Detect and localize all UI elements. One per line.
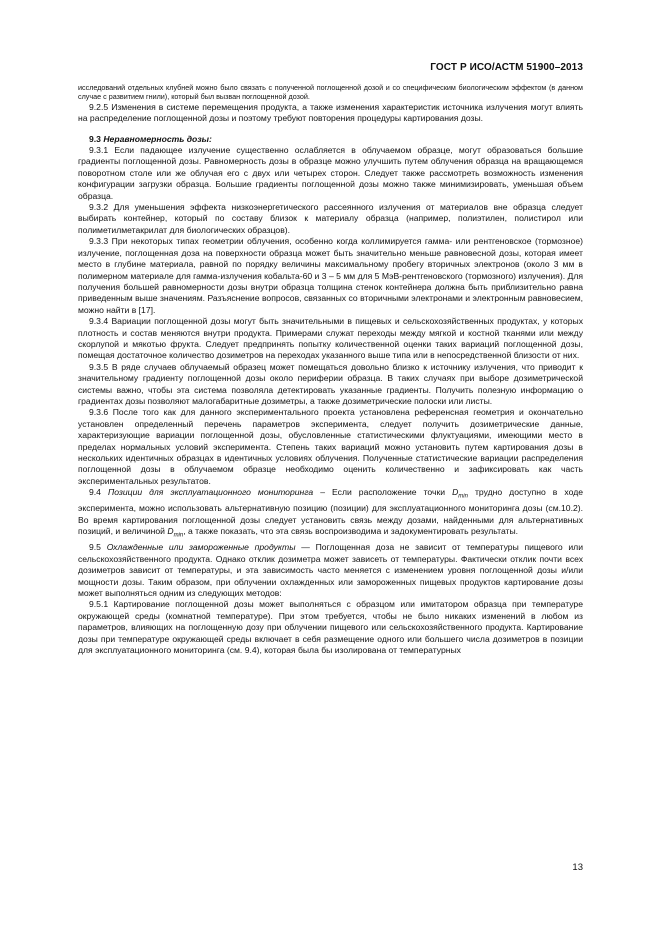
- section-heading-9-3: [78, 134, 583, 145]
- paragraph-9-4-text-b: трудно доступно в ходе эксперимента, можно использовать альтернативную позицию (позиции) для эксплуатационного мониторинга дозы (см.10.2). Во время картирования поглощенной дозы следует установить связь между дозами, найденными для альтернативных позиций, и величиной: [78, 487, 583, 537]
- paragraph-9-3-3: 9.3.3 При некоторых типах геометрии облучения, особенно когда коллимируется гамма- или рентгеновское (тормозное) излучение, поглощенная доза на поверхности образца может быть значительно меньше равновесной дозы, которая имеет место в глубине материала, равной по порядку величины максимальному пробегу вторичных электронов (около 3 мм в полимерном материале для гамма-излучения кобальта-60 и 3 – 5 мм для 5 МэВ-рентгеновского (тормозного) излучения). Для получения большей равномерности дозы внутри образца толщина стенок контейнера должна быть приблизительно равна приведенным выше значениям. Разъяснение вопросов, связанных со вторичными электронами и электронным равновесием, можно найти в [17].: [78, 236, 583, 315]
- paragraph-9-4-title: Позиции для эксплуатационного мониторинга: [107, 487, 314, 498]
- paragraph-9-4-number: 9.4: [89, 487, 101, 498]
- paragraph-9-5: [78, 542, 583, 599]
- paragraph-9-5-text: — Поглощенная доза не зависит от температуры пищевого или сельскохозяйственного продукта. Однако отклик дозиметра может зависеть от температуры. Фактически отклик почти всех дозиметров зависит от температуры, и эта зависимость часто меняется с изменением уровня поглощенной дозы и/или мощности дозы. Таким образом, при облучении охлажденных или замороженных пищевых продуктов картирование дозы может выполняться одним из следующих методов:: [78, 542, 583, 598]
- paragraph-9-3-2: 9.3.2 Для уменьшения эффекта низкоэнергетического рассеянного излучения от материалов вне образца следует выбирать контейнер, который по составу близок к материалу образца (например, полиэтилен, полистирол или полиметилметакрилат для биологических образцов).: [78, 202, 583, 235]
- paragraph-9-5-number: 9.5: [89, 542, 101, 553]
- document-header: ГОСТ Р ИСО/АСТМ 51900–2013: [430, 62, 583, 73]
- paragraph-9-4-text-a: – Если расположение точки: [313, 487, 453, 498]
- section-title: Неравномерность дозы:: [103, 133, 212, 144]
- paragraph-9-5-title: Охлажденные или замороженные продукты: [106, 542, 296, 553]
- document-body: [78, 83, 583, 656]
- paragraph-9-4: [78, 487, 583, 542]
- paragraph-9-3-4: 9.3.4 Вариации поглощенной дозы могут быть значительными в пищевых и сельскохозяйственных продуктах, у которых плотность и состав меняются внутри продукта. Примерами служат переходы между мягкой и костной тканями или между скорлупой и мякотью фрукта. Следует предпринять попытку количественной оценки таких вариаций поглощенной дозы, помещая достаточное количество дозиметров на переходах указанного выше типа или в непосредственной близости от них.: [78, 316, 583, 361]
- paragraph-9-3-5: 9.3.5 В ряде случаев облучаемый образец может помещаться довольно близко к источнику излучения, что приводит к значительному градиенту поглощенной дозы около периферии образца. В таких случаях при выборе дозиметрической системы важно, чтобы эта система позволяла детектировать указанные градиенты. Получить полезную информацию о градиентах дозы позволяют малогабаритные дозиметры, а также дозиметрические полоски или листы.: [78, 361, 583, 406]
- paragraph-9-5-1: 9.5.1 Картирование поглощенной дозы может выполняться с образцом или имитатором образца при температуре окружающей среды (комнатной температуре). При этом требуется, чтобы не было никаких изменений в любом из параметров, влияющих на поглощенную дозу при облучении пищевого или сельскохозяйственного продукта. Картирование дозы при температуре окружающей среды включает в себя размещение одного или большего числа дозиметров в позиции для эксплуатационного мониторинга (см. 9.4), которая была бы изолирована от температурных: [78, 599, 583, 655]
- paragraph-9-3-1: 9.3.1 Если падающее излучение существенно ослабляется в облучаемом образце, могут образоваться большие градиенты поглощенной дозы. Равномерность дозы в образце можно улучшить путем облучения образца на вращающемся поворотном столе или же облучая его с двух или четырех сторон. Следует также рассмотреть возможность изменения конфигурации загрузки образца. Большие градиенты поглощенной дозы можно также минимизировать, уменьшая объем образца.: [78, 145, 583, 201]
- section-number: 9.3: [89, 133, 101, 144]
- paragraph-9-2-5: 9.2.5 Изменения в системе перемещения продукта, а также изменения характеристик источника излучения могут влиять на распределение поглощенной дозы и поэтому требуют повторения процедуры картирования дозы.: [78, 101, 583, 124]
- page-number: 13: [572, 862, 583, 873]
- paragraph-9-4-text-c: , а также показать, что эта связь воспроизводима и задокументировать результаты.: [183, 526, 519, 537]
- dmin-symbol-2: $D_{min}$: [167, 526, 184, 539]
- dmin-symbol: $D_{min}$: [452, 487, 468, 500]
- paragraph-9-3-6: 9.3.6 После того как для данного экспериментального проекта установлена референсная геометрия и окончательно установлен определенный перечень параметров эксперимента, следует получить дозиметрические данные, характеризующие вариации поглощенной дозы, обусловленные статистическими флуктуациями, имеющими место в пределах нормальных условий эксперимента. Степень таких вариаций можно установить путем картирования дозы в нескольких идентичных образцах в идентичных условиях облучения. Полученные статистические вариации распределения поглощенной дозы в облучаемом образце необходимо оценить количественно и зафиксировать как часть экспериментальных результатов.: [78, 407, 583, 486]
- intro-paragraph: исследований отдельных клубней можно было связать с полученной поглощенной дозой и со специфическим биологическим эффектом (в данном случае с развитием гнили), который был вызван поглощенной дозой.: [78, 83, 583, 102]
